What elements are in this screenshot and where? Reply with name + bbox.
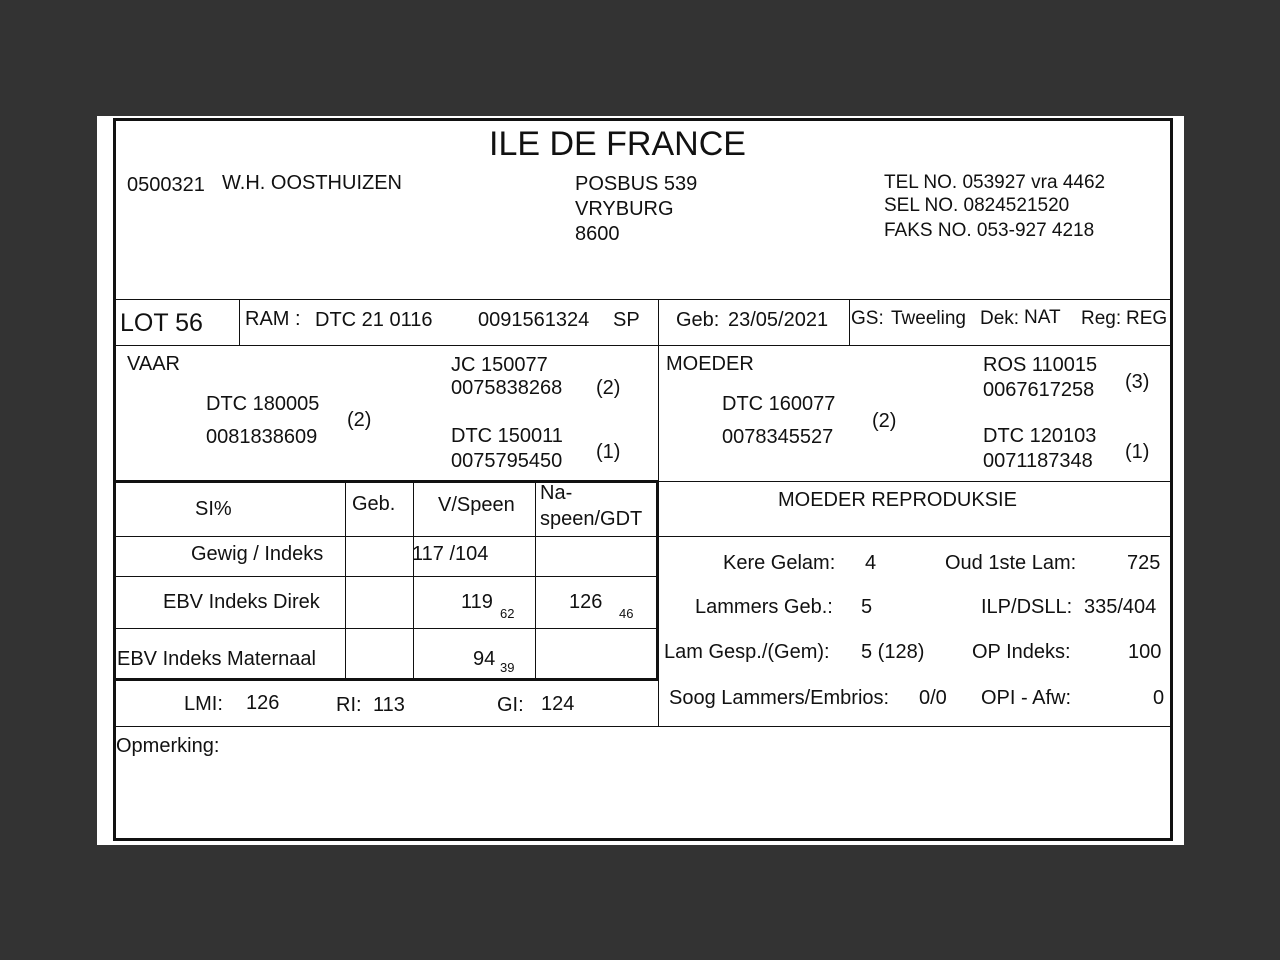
divider-pedigree (658, 345, 659, 481)
geb-date: 23/05/2021 (728, 309, 829, 331)
address-line2: VRYBURG (575, 198, 674, 220)
divider-indexes (658, 681, 659, 726)
lamgesp-label: Lam Gesp./(Gem): (664, 641, 830, 663)
divider-table-header (115, 536, 1172, 537)
divider-pedigree-left (115, 480, 659, 483)
divider-pedigree-right (659, 481, 1172, 482)
address-line1: POSBUS 539 (575, 173, 698, 195)
sire-dam-number: 0075795450 (451, 450, 563, 472)
oud-label: Oud 1ste Lam: (945, 552, 1077, 574)
divider-col-geb (413, 481, 414, 679)
lmi-value: 126 (246, 692, 280, 714)
op-label: OP Indeks: (972, 641, 1071, 663)
lot-number: LOT 56 (120, 309, 203, 337)
ri-value: 113 (373, 694, 405, 716)
col-header-geb: Geb. (352, 493, 396, 515)
col-header-vspeen: V/Speen (438, 494, 515, 516)
breeder-code: 0500321 (127, 174, 205, 196)
sire-grade: (2) (347, 409, 372, 431)
divider-ram-geb (658, 299, 659, 345)
dek-label: Dek: (980, 308, 1020, 329)
divider-row1 (115, 576, 658, 577)
divider-col-si (345, 481, 346, 679)
opi-label: OPI - Afw: (981, 687, 1072, 709)
gs-value: Tweeling (891, 308, 966, 329)
row-direk-naspeen-accuracy: 46 (619, 606, 634, 621)
row-gewig-vspeen: 117 /104 (412, 543, 489, 565)
soog-label: Soog Lammers/Embrios: (669, 687, 890, 709)
divider-header (115, 299, 1172, 300)
reg-label: Reg: (1081, 308, 1122, 329)
dam-sire-grade: (3) (1125, 371, 1150, 393)
gs-label: GS: (851, 308, 884, 329)
row-gewig-label: Gewig / Indeks (191, 543, 324, 565)
divider-lot (115, 345, 1172, 346)
sire-sire-id: JC 150077 (451, 354, 548, 376)
ram-class: SP (613, 309, 640, 331)
divider-geb-gs (849, 299, 850, 345)
divider-lot-ram (239, 299, 240, 345)
soog-value: 0/0 (919, 687, 947, 709)
remarks-label: Opmerking: (116, 735, 220, 757)
gi-label: GI: (497, 694, 524, 716)
row-maternaal-vspeen-accuracy: 39 (500, 660, 515, 675)
sire-dam-grade: (1) (596, 441, 621, 463)
dek-value: NAT (1024, 307, 1061, 328)
reproduction-title: MOEDER REPRODUKSIE (778, 489, 1017, 511)
kere-value: 4 (865, 552, 877, 574)
divider-remarks (115, 726, 1172, 727)
divider-row2 (115, 628, 658, 629)
dam-number: 0078345527 (722, 426, 834, 448)
faks-number: FAKS NO. 053-927 4218 (884, 220, 1095, 241)
divider-col-vspeen (535, 481, 536, 679)
dam-id: DTC 160077 (722, 393, 836, 415)
ilp-label: ILP/DSLL: (981, 596, 1073, 618)
moeder-label: MOEDER (666, 353, 754, 375)
gi-value: 124 (541, 693, 575, 715)
breeder-name: W.H. OOSTHUIZEN (222, 172, 402, 194)
col-header-naspeen-1: Na- (540, 482, 573, 504)
op-value: 100 (1128, 641, 1162, 663)
ram-label: RAM : (245, 308, 301, 330)
dam-sire-id: ROS 110015 (983, 354, 1098, 376)
ram-id: DTC 21 0116 (315, 309, 433, 331)
ram-number: 0091561324 (478, 309, 590, 331)
dam-grade: (2) (872, 410, 897, 432)
sire-id: DTC 180005 (206, 393, 320, 415)
reg-value: REG (1126, 308, 1168, 329)
row-direk-label: EBV Indeks Direk (163, 591, 320, 613)
lammers-value: 5 (861, 596, 873, 618)
col-header-naspeen-2: speen/GDT (540, 508, 643, 530)
kere-label: Kere Gelam: (723, 552, 836, 574)
sire-dam-id: DTC 150011 (451, 425, 563, 447)
dam-dam-id: DTC 120103 (983, 425, 1097, 447)
row-maternaal-label: EBV Indeks Maternaal (117, 648, 316, 670)
geb-label: Geb: (676, 309, 720, 331)
dam-dam-grade: (1) (1125, 441, 1150, 463)
sire-sire-grade: (2) (596, 377, 621, 399)
lmi-label: LMI: (184, 693, 223, 715)
row-direk-vspeen-accuracy: 62 (500, 606, 515, 621)
address-line3: 8600 (575, 223, 620, 245)
row-direk-naspeen: 126 (569, 591, 603, 613)
vaar-label: VAAR (127, 353, 180, 375)
dam-sire-number: 0067617258 (983, 379, 1095, 401)
lammers-label: Lammers Geb.: (695, 596, 833, 618)
tel-number: TEL NO. 053927 vra 4462 (884, 172, 1106, 193)
oud-value: 725 (1127, 552, 1161, 574)
ilp-value: 335/404 (1084, 596, 1157, 618)
row-maternaal-vspeen: 94 (473, 648, 496, 670)
sel-number: SEL NO. 0824521520 (884, 195, 1070, 216)
col-header-si: SI% (195, 498, 232, 520)
dam-dam-number: 0071187348 (983, 450, 1093, 472)
opi-value: 0 (1153, 687, 1165, 709)
row-direk-vspeen: 119 (461, 591, 493, 613)
lamgesp-value: 5 (128) (861, 641, 925, 663)
divider-table-right (656, 480, 659, 681)
sire-sire-number: 0075838268 (451, 377, 563, 399)
breed-title: ILE DE FRANCE (489, 125, 746, 163)
divider-row3 (115, 678, 659, 681)
sire-number: 0081838609 (206, 426, 318, 448)
ri-label: RI: (336, 694, 362, 716)
